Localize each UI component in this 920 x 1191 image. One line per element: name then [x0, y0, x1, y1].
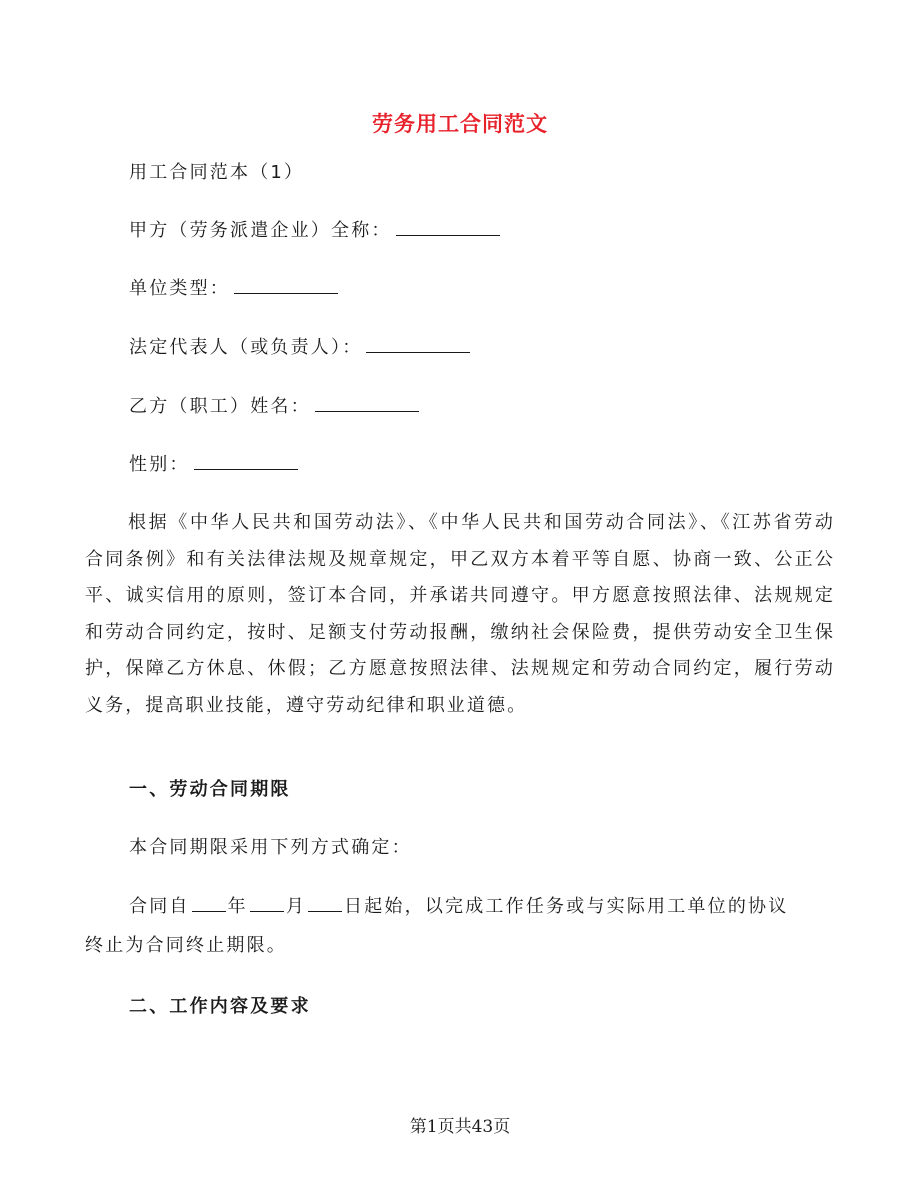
field-label: 甲方（劳务派遣企业）全称：: [129, 220, 392, 241]
blank-line: [366, 334, 470, 353]
intro-paragraph: 根据《中华人民共和国劳动法》、《中华人民共和国劳动合同法》、《江苏省劳动合同条例》和有关法律法规及规章规定，甲乙双方本着平等自愿、协商一致、公正公平、诚实信用的原则，签订本合同，并承诺共同遵守。甲方愿意按照法律、法规规定和劳动合同约定，按时、足额支付劳动报酬，缴纳社会保险费，提供劳动安全卫生保护，保障乙方休息、休假；乙方愿意按照法律、法规规定和劳动合同约定，履行劳动义务，提高职业技能，遵守劳动纪律和职业道德。: [85, 512, 835, 716]
blank-line: [234, 275, 338, 294]
term-day-suffix: 日起始，以完成工作任务或与实际用工单位的协议: [344, 896, 789, 917]
field-legal-representative: [129, 333, 470, 359]
field-party-a-name: [129, 216, 500, 242]
blank-line: [315, 393, 419, 412]
term-method-line: 本合同期限采用下列方式确定：: [129, 837, 412, 858]
blank-line: [194, 451, 298, 470]
blank-year: [192, 893, 226, 912]
field-gender: [129, 450, 298, 476]
field-label: 性别：: [129, 454, 190, 475]
term-dates-line: [129, 892, 788, 918]
field-label: 单位类型：: [129, 278, 230, 299]
term-continuation: 终止为合同终止期限。: [85, 935, 287, 956]
section-heading-work-content: 二、工作内容及要求: [129, 996, 311, 1017]
field-party-b-name: [129, 392, 419, 418]
contract-subtitle: 用工合同范本（1）: [129, 162, 305, 183]
blank-day: [308, 893, 342, 912]
section-heading-contract-term: 一、劳动合同期限: [129, 779, 291, 800]
page-footer: 第1页共43页: [409, 1117, 511, 1137]
field-unit-type: [129, 274, 338, 300]
term-month-label: 月: [285, 896, 307, 917]
blank-line: [396, 217, 500, 236]
blank-month: [250, 893, 284, 912]
term-prefix: 合同自: [129, 896, 190, 917]
term-year-label: 年: [227, 896, 248, 917]
document-title: 劳务用工合同范文: [372, 111, 548, 136]
field-label: 乙方（职工）姓名：: [129, 396, 311, 417]
field-label: 法定代表人（或负责人）：: [129, 337, 363, 358]
